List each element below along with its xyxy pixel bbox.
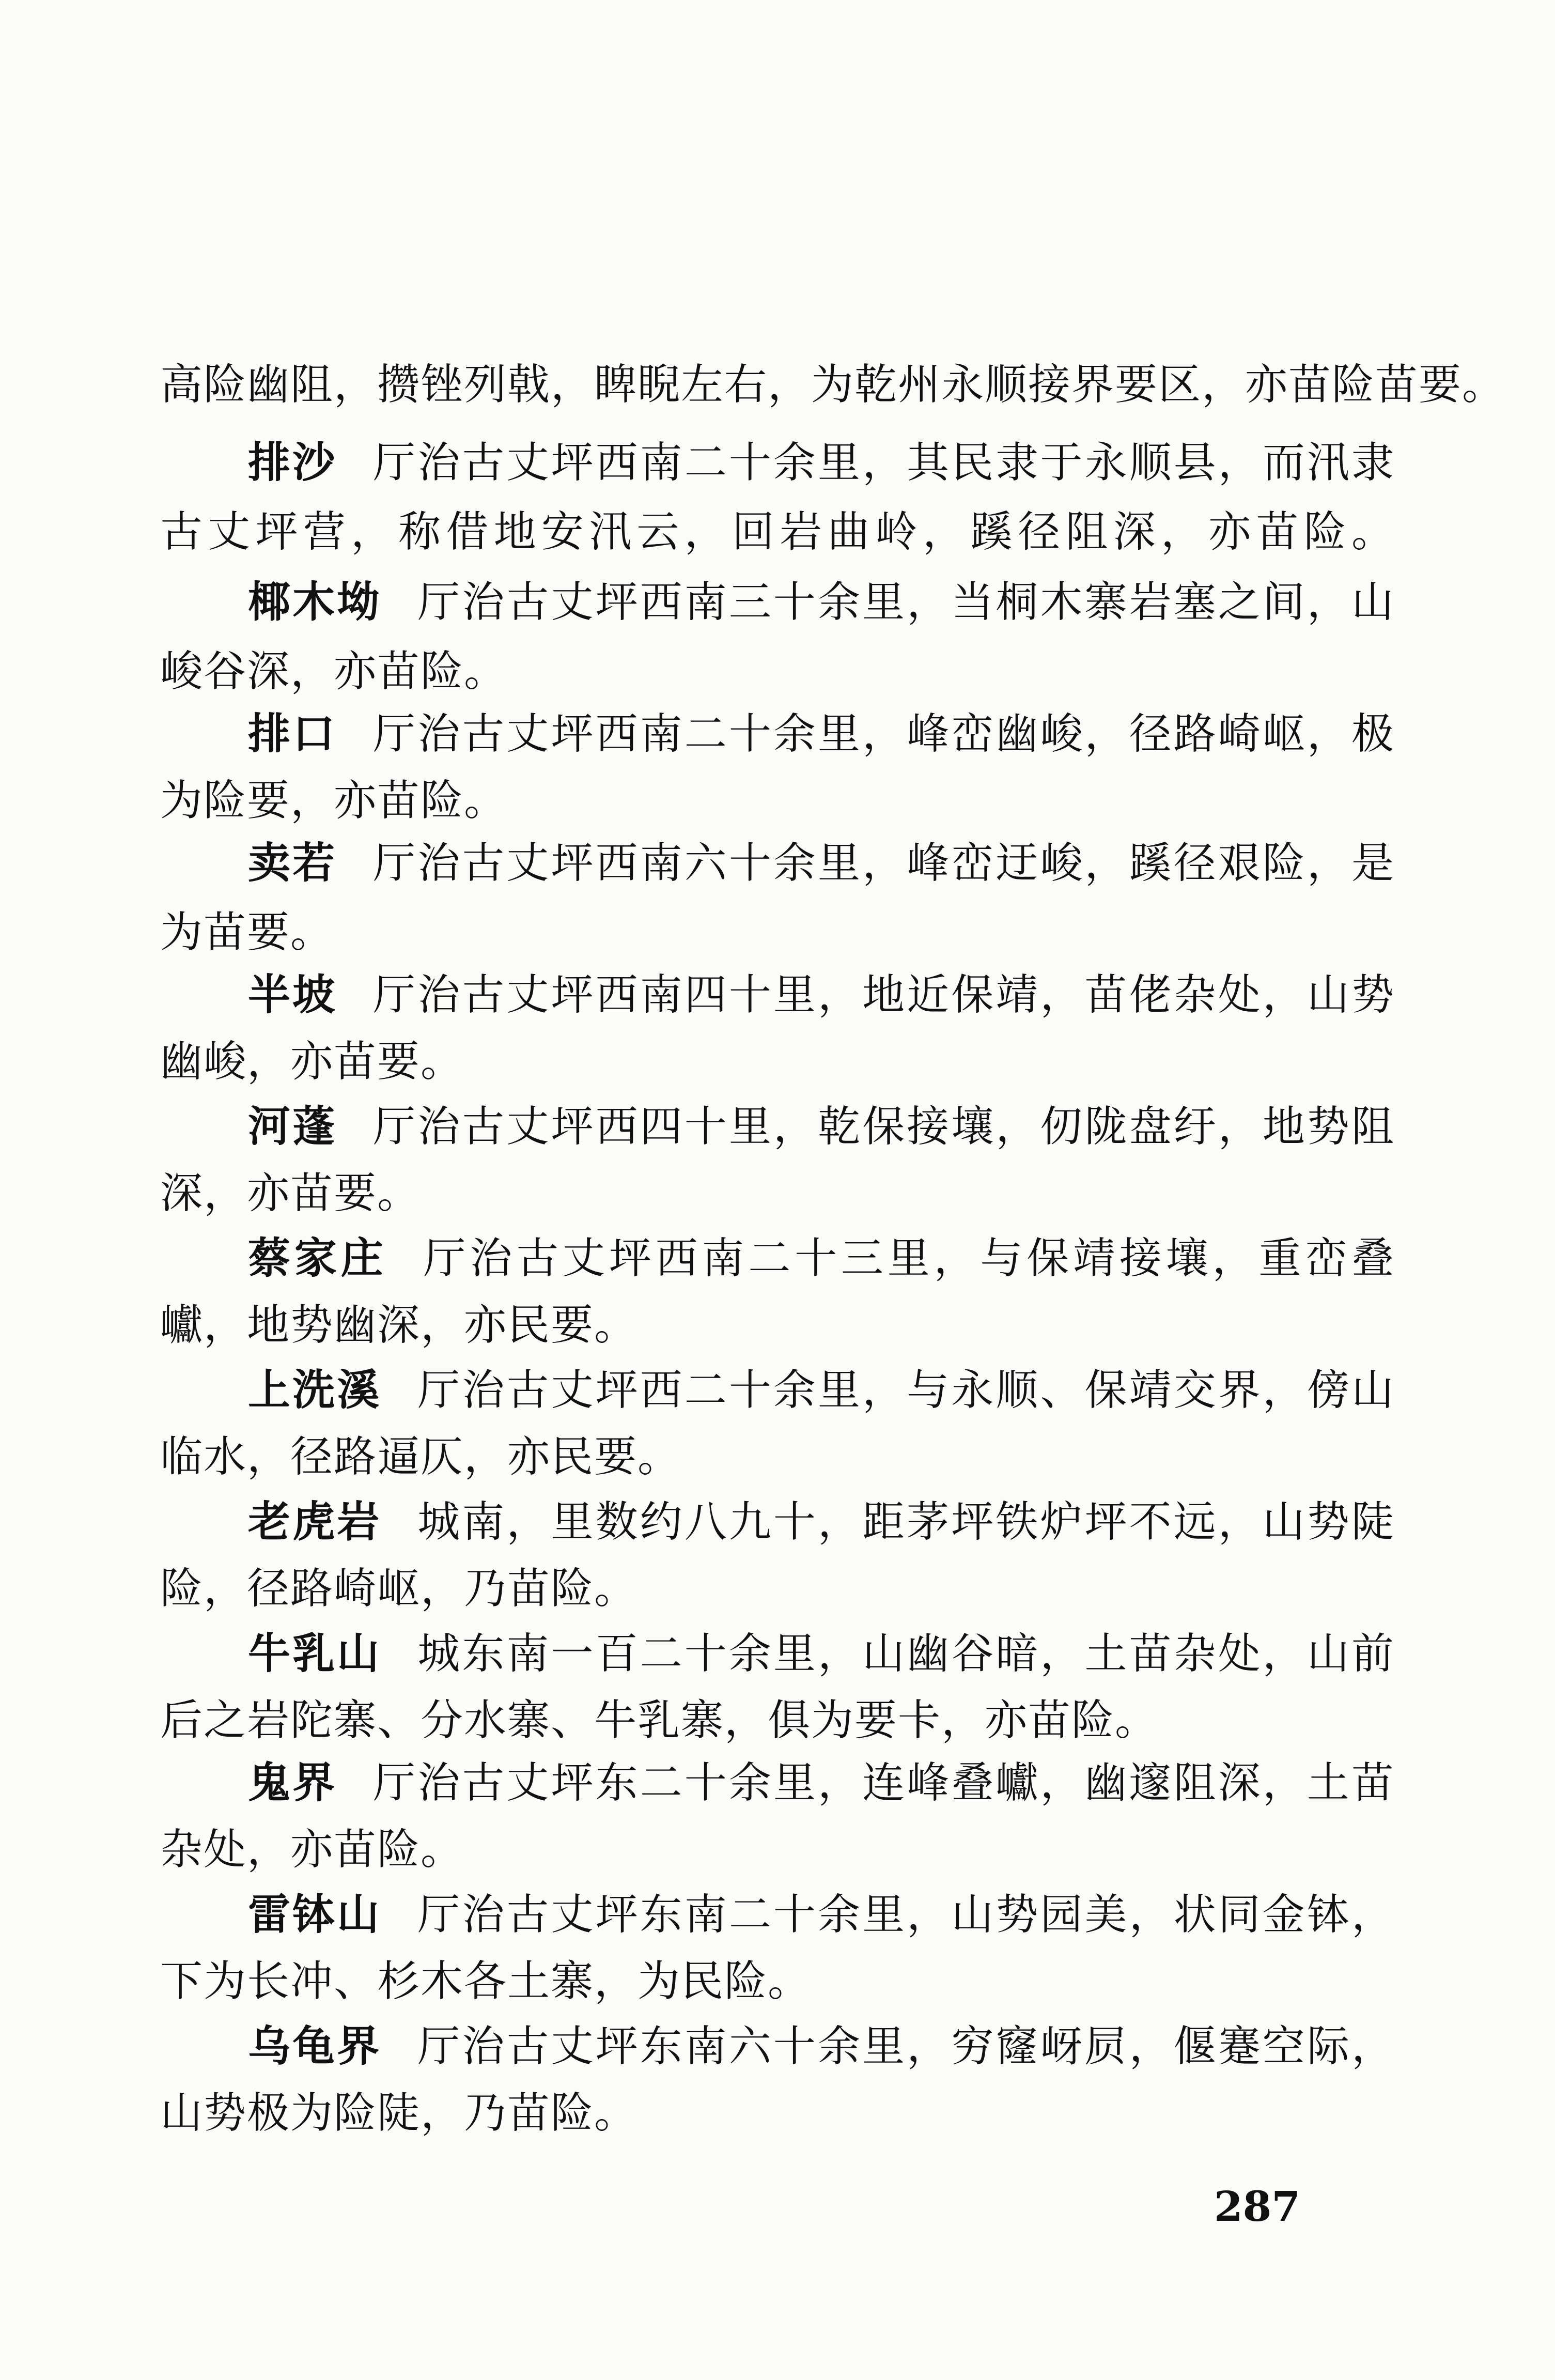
entry-line-first <box>248 1757 1395 1809</box>
entry-text: 厅治古丈坪西南三十余里，当桐木寨岩塞之间，山 <box>417 578 1395 627</box>
entry-text: 厅治古丈坪西南二十余里，其民隶于永顺县，而汛隶 <box>373 438 1395 487</box>
entry-line-first <box>248 1889 1395 1940</box>
entry-text: 厅治古丈坪西南二十余里，峰峦幽峻，径路崎岖，极 <box>373 709 1395 759</box>
entry-text: 厅治古丈坪东南二十余里，山势园美，状同金钵， <box>417 1890 1395 1939</box>
entry-name: 河蓬 <box>248 1102 337 1151</box>
entry-line-second: 险，径路崎岖，乃苗险。 <box>160 1564 638 1613</box>
entry-line-first <box>248 708 1395 760</box>
entry-name: 乌龟界 <box>248 2021 382 2071</box>
entry-name: 雷钵山 <box>248 1890 382 1939</box>
entry-name: 半坡 <box>248 970 337 1019</box>
entry-text: 城东南一百二十余里，山幽谷暗，土苗杂处，山前 <box>417 1629 1395 1678</box>
entry-line-first <box>248 837 1395 889</box>
entry-line-second: 巘，地势幽深，亦民要。 <box>160 1301 638 1350</box>
entry-line-first <box>248 437 1395 488</box>
entry-line-second: 幽峻，亦苗要。 <box>160 1037 464 1086</box>
entry-name: 椰木坳 <box>248 577 382 627</box>
entry-line-second: 临水，径路逼仄，亦民要。 <box>160 1432 681 1481</box>
entry-line-second: 山势极为险陡，乃苗险。 <box>160 2089 638 2138</box>
entry-line-second: 杂处，亦苗险。 <box>160 1825 464 1874</box>
entry-name: 排口 <box>248 709 337 759</box>
entry-text: 厅治古丈坪东二十余里，连峰叠巘，幽邃阻深，土苗 <box>373 1758 1395 1807</box>
entry-line-first <box>248 1232 1395 1284</box>
entry-text: 厅治古丈坪东南六十余里，穷窿岈屃，偃蹇空际， <box>417 2022 1395 2071</box>
entry-line-second: 后之岩陀寨、分水寨、牛乳寨，俱为要卡，亦苗险。 <box>160 1696 1159 1745</box>
entry-line-second: 下为长冲、杉木各土寨，为民险。 <box>160 1957 812 2006</box>
entry-line-first <box>248 576 1395 628</box>
continuation-line: 高险幽阻，攒锉列戟，睥睨左右，为乾州永顺接界要区，亦苗险苗要。 <box>160 360 1506 409</box>
entry-name: 卖若 <box>248 838 337 888</box>
entry-text: 厅治古丈坪西四十里，乾保接壤，仞陇盘纡，地势阻 <box>373 1102 1395 1151</box>
entry-text: 厅治古丈坪西南六十余里，峰峦迂峻，蹊径艰险，是 <box>373 839 1395 888</box>
entry-line-second: 为苗要。 <box>160 908 334 957</box>
entry-line-first <box>248 2020 1395 2072</box>
entry-line-second: 峻谷深，亦苗险。 <box>160 647 508 696</box>
entry-line-first <box>248 1364 1395 1416</box>
entry-name: 排沙 <box>248 438 337 487</box>
entry-line-second: 深，亦苗要。 <box>160 1169 421 1218</box>
entry-name: 蔡家庄 <box>248 1233 387 1283</box>
entry-name: 鬼界 <box>248 1758 337 1807</box>
entry-text: 厅治古丈坪西南四十里，地近保靖，苗佬杂处，山势 <box>373 970 1395 1019</box>
entry-name: 老虎岩 <box>248 1497 382 1547</box>
entry-text: 厅治古丈坪西二十余里，与永顺、保靖交界，傍山 <box>417 1366 1395 1415</box>
entry-name: 上洗溪 <box>248 1365 382 1415</box>
entry-line-second: 为险要，亦苗险。 <box>160 776 508 825</box>
entry-line-first <box>248 969 1395 1021</box>
entry-name: 牛乳山 <box>248 1629 382 1678</box>
entry-line-first <box>248 1628 1395 1679</box>
entry-text: 厅治古丈坪西南二十三里，与保靖接壤，重峦叠 <box>423 1234 1395 1283</box>
entry-line-first <box>248 1101 1395 1152</box>
entry-line-second: 古丈坪营，称借地安汛云，回岩曲岭，蹊径阻深，亦苗险。 <box>160 507 1395 557</box>
entry-text: 城南，里数约八九十，距茅坪铁炉坪不远，山势陡 <box>417 1497 1395 1547</box>
page-number: 287 <box>1214 2182 1300 2231</box>
entry-line-first <box>248 1496 1395 1548</box>
